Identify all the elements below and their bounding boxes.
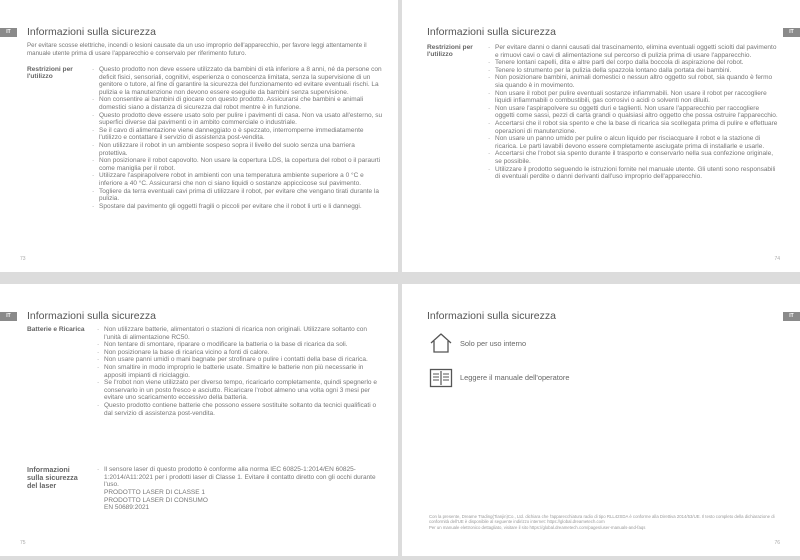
section-label-laser: Informazioni sulla sicurezza del laser xyxy=(27,465,78,490)
manual-page-75 xyxy=(0,284,398,556)
indoor-use-label: Solo per uso interno xyxy=(460,339,527,348)
language-tab: IT xyxy=(0,312,17,321)
manual-page-76 xyxy=(402,284,800,556)
laser-class-line: PRODOTTO LASER DI CLASSE 1 xyxy=(104,489,206,496)
list-item: · Non consentire ai bambini di giocare con questo prodotto. Assicurarsi che bambini e animali domestici siano a distanza di sicurezza dal robot mentre è in funzione. xyxy=(92,96,384,111)
restrictions-list xyxy=(92,66,384,210)
list-item: · Non usare un panno umido per pulire o alcun liquido per risciacquare il robot e la stazione di ricarica. Le parti lavabili devono essere completamente asciugate prima di installarle e usarle. xyxy=(488,135,778,150)
page-number: 73 xyxy=(20,256,26,262)
list-item: · Il sensore laser di questo prodotto è conforme alla norma IEC 60825-1:2014/EN 60825-1:2014/A11:2021 per i prodotti laser di Classe 1. Evitare il contatto diretto con gli occhi durante l'uso. xyxy=(97,466,382,489)
list-item: · Se il cavo di alimentazione viene danneggiato o è spezzato, interromperne immediatamente l'utilizzo e contattare il servizio di assistenza post-vendita. xyxy=(92,127,384,142)
list-item: · Utilizzare l'aspirapolvere robot in ambienti con una temperatura ambiente superiore a 0 °C e inferiore a 40 °C. Assicurarsi che non ci siano liquidi o sostanze appiccicose sul pavimento. xyxy=(92,172,384,187)
manual-page-73 xyxy=(0,0,398,272)
list-item: · Questo prodotto non deve essere utilizzato da bambini di età inferiore a 8 anni, né da persone con deficit fisici, sensoriali, cognitivi, esperienza o conoscenza limitata, senza la supervisione di un genitore o tutore, al fine di garantire la sicurezza del funzionamento ed evitare eventuali rischi. La pulizia e la manutenzione non devono essere eseguite da bambini senza supervisione. xyxy=(92,66,384,96)
list-item: · Per evitare danni o danni causati dal trascinamento, elimina eventuali oggetti sciolti dal pavimento e rimuovi cavi o cavi di alimentazione sul percorso di pulizia prima di usare l'apparecchio. xyxy=(488,44,778,59)
book-icon xyxy=(429,368,453,393)
laser-standard-line: EN 50689:2021 xyxy=(104,504,150,512)
house-icon xyxy=(429,332,453,359)
manual-page-74 xyxy=(402,0,800,272)
page-number: 75 xyxy=(20,540,26,546)
list-item: · Non tentare di smontare, riparare o modificare la batteria o la base di ricarica da soli. xyxy=(97,341,382,349)
language-tab: IT xyxy=(0,28,17,37)
language-tab: IT xyxy=(783,28,800,37)
battery-list xyxy=(97,326,382,417)
section-label-battery: Batterie e Ricarica xyxy=(27,326,85,333)
declaration-footnote: Con la presente, Dreame Trading(Tianjin)Co., Ltd. dichiara che l'apparecchiatura radio di tipo RLL42SDA è conforme alla Direttiva 2014/53/UE. Il testo completo della dichiarazione di conformità dell'UE è disponibile al seguente indirizzo internet: https://global.dreametech.com Per un manuale elettronico dettagliato, visitare il sito https://global.dreametech.com/pages/user-manuals-and-faqs xyxy=(429,514,775,530)
laser-class-line: PRODOTTO LASER DI CONSUMO xyxy=(104,496,208,504)
list-item: · Non usare il robot per pulire eventuali sostanze infiammabili. Non usare il robot per raccogliere liquidi infiammabili o combustibili, gas corrosivi o acidi o solventi non diluiti. xyxy=(488,90,778,105)
section-label: Restrizioni per l'utilizzo xyxy=(27,66,73,81)
list-item: · Non smaltire in modo improprio le batterie usate. Smaltire le batterie non più necessarie in appositi impianti di riciclaggio. xyxy=(97,364,382,379)
list-item: · Accertarsi che il robot sia spento e che la base di ricarica sia scollegata prima di pulire e effettuare operazioni di manutenzione. xyxy=(488,120,778,135)
list-item: · Non utilizzare batterie, alimentatori o stazioni di ricarica non originali. Utilizzare soltanto con l'unità di alimentazione RC50. xyxy=(97,326,382,341)
list-item: · Non usare panni umidi o mani bagnate per strofinare o pulire i contatti della base di ricarica. xyxy=(97,356,382,364)
list-item: · Non utilizzare il robot in un ambiente sospeso sopra il livello del suolo senza una barriera protettiva. xyxy=(92,142,384,157)
list-item: · Accertarsi che l'robot sia spento durante il trasporto e conservarlo nella sua confezione originale, se possibile. xyxy=(488,150,778,165)
page-title: Informazioni sulla sicurezza xyxy=(427,26,556,38)
list-item: · Tenere lontani capelli, dita e altre parti del corpo dalla boccola di aspirazione del robot. xyxy=(488,59,778,67)
page-number: 74 xyxy=(774,256,780,262)
page-number: 76 xyxy=(774,540,780,546)
list-item: · Tenere lo strumento per la pulizia della spazzola lontano dalla portata dei bambini. xyxy=(488,67,778,75)
laser-list xyxy=(97,466,382,489)
read-manual-label: Leggere il manuale dell'operatore xyxy=(460,373,570,382)
page-title: Informazioni sulla sicurezza xyxy=(427,310,556,322)
list-item: · Se l'robot non viene utilizzato per diverso tempo, ricaricarlo completamente, quindi spegnerlo e conservarlo in un posto fresco e asciutto. Ricaricare l'robot almeno una volta ogni 3 mesi per evitare uno scaricamento eccessivo della batteria. xyxy=(97,379,382,402)
intro-text: Per evitare scosse elettriche, incendi o lesioni causate da un uso improprio dell'apparecchio, per favore leggi attentamente il manuale utente prima di usare l'apparecchio e conservalo per riferimento futuro. xyxy=(27,42,367,57)
list-item: · Questo prodotto contiene batterie che possono essere sostituite soltanto da tecnici qualificati o dal servizio di assistenza post-vendita. xyxy=(97,402,382,417)
restrictions-list xyxy=(488,44,778,181)
list-item: · Non posizionare la base di ricarica vicino a fonti di calore. xyxy=(97,349,382,357)
section-label: Restrizioni per l'utilizzo xyxy=(427,44,473,59)
laser-class-lines xyxy=(104,489,374,512)
list-item: · Togliere da terra eventuali cavi prima di utilizzare il robot, per evitare che vengano tirati durante la pulizia. xyxy=(92,188,384,203)
list-item: · Non posizionare bambini, animali domestici o nessun altro oggetto sul robot, sia quando è fermo sia quando è in movimento. xyxy=(488,74,778,89)
language-tab: IT xyxy=(783,312,800,321)
page-title: Informazioni sulla sicurezza xyxy=(27,26,156,38)
page-title: Informazioni sulla sicurezza xyxy=(27,310,156,322)
list-item: · Non usare l'aspirapolvere su oggetti duri e taglienti. Non usare l'apparecchio per raccogliere oggetti come sassi, pezzi di carta grandi o qualsiasi altro oggetto che possa ostruire l'apparecchio. xyxy=(488,105,778,120)
list-item: · Utilizzare il prodotto seguendo le istruzioni fornite nel manuale utente. Gli utenti sono responsabili di eventuali perdite o danni derivanti dall'uso improprio dell'apparecchio. xyxy=(488,166,778,181)
list-item: · Spostare dal pavimento gli oggetti fragili o piccoli per evitare che il robot li urti e li danneggi. xyxy=(92,203,384,211)
list-item: · Questo prodotto deve essere usato solo per pulire i pavimenti di casa. Non va usato all'esterno, su superfici diverse dai pavimenti o in ambito commerciale o industriale. xyxy=(92,112,384,127)
list-item: · Non posizionare il robot capovolto. Non usare la copertura LDS, la copertura del robot o il paraurti come maniglia per il robot. xyxy=(92,157,384,172)
